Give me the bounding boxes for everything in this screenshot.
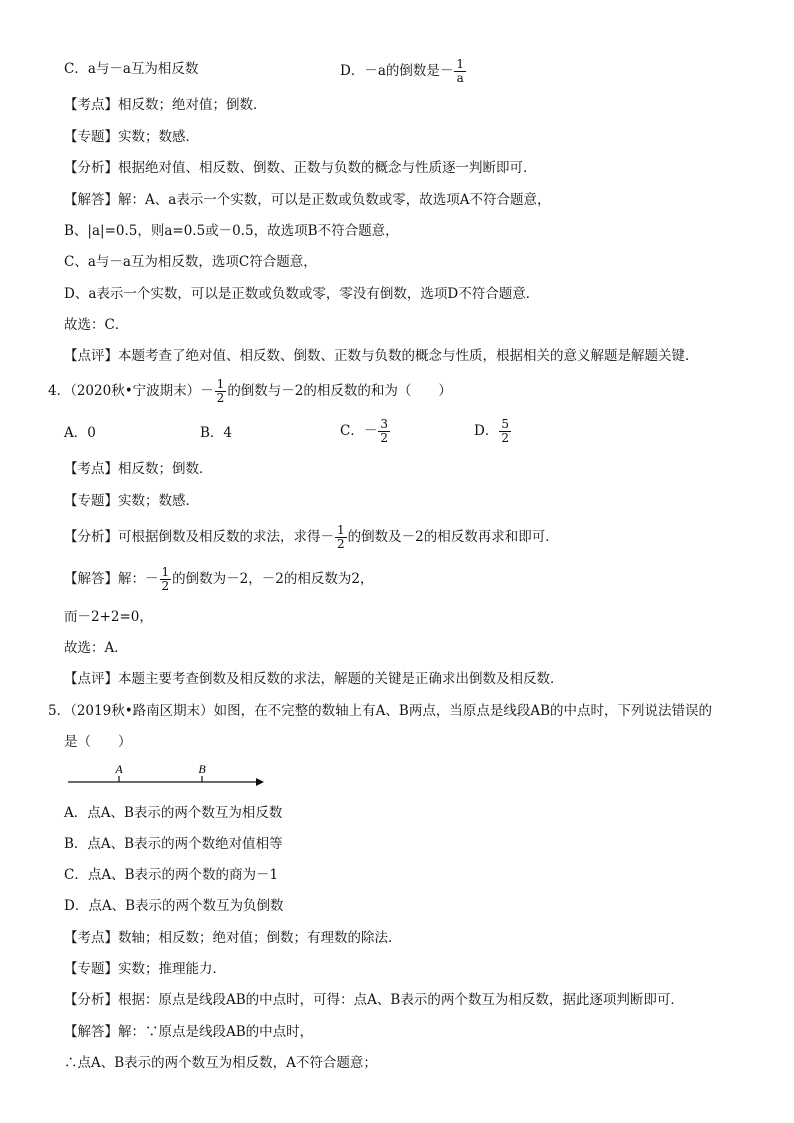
arrow-icon [256, 778, 264, 786]
q5-option-c: C．点A、B表示的两个数的商为－1 [64, 867, 279, 883]
q3-zhuanti: 【专题】实数；数感． [64, 129, 199, 145]
q3-dianping: 【点评】本题考查了绝对值、相反数、倒数、正数与负数的概念与性质，根据相关的意义解题是解题关键． [64, 348, 699, 364]
number-line-figure [64, 760, 274, 790]
q4-option-a: A．0 [64, 425, 96, 441]
q5-kaodian: 【考点】数轴；相反数；绝对值；倒数；有理数的除法． [64, 930, 402, 946]
q3-guxuan: 故选：C． [64, 317, 129, 333]
q3-jieda-4: D、a表示一个实数，可以是正数或负数或零，零没有倒数，选项D不符合题意． [64, 286, 540, 302]
q4-stem: 4．（2020秋•宁波期末）－ $\frac{1}{2}$ 的倒数与－2的相反数的和为（ ） [48, 377, 452, 405]
q3-jieda-1: 【解答】解：A、a表示一个实数，可以是正数或负数或零，故选项A不符合题意， [64, 192, 551, 208]
q4-zhuanti: 【专题】实数；数感． [64, 493, 199, 509]
q4-jieda-1: 【解答】解：－ $\frac{1}{2}$ 的倒数为－2，－2的相反数为2， [64, 565, 374, 593]
q3-fenxi: 【分析】根据绝对值、相反数、倒数、正数与负数的概念与性质逐一判断即可． [64, 160, 537, 176]
q5-option-d: D．点A、B表示的两个数互为负倒数 [64, 898, 284, 914]
q3-jieda-2: B、|a|=0.5，则a=0.5或－0.5，故选项B不符合题意， [64, 223, 399, 239]
q4-fenxi: 【分析】可根据倒数及相反数的求法，求得－ $\frac{1}{2}$ 的倒数及－2的相反数再求和即可． [64, 523, 559, 551]
fraction: $\frac{1}{2}$ [216, 377, 225, 405]
q5-stem-1: 5．（2019秋•路南区期末）如图，在不完整的数轴上有A、B两点，当原点是线段AB的中点时，下列说法错误的 [48, 703, 712, 719]
q5-option-a: A．点A、B表示的两个数互为相反数 [64, 805, 283, 821]
q4-option-c: C．－ $\frac{3}{2}$ [340, 417, 388, 445]
q3-option-c: C．a与－a互为相反数 [64, 61, 199, 77]
q3-jieda-3: C、a与－a互为相反数，选项C符合题意， [64, 254, 317, 270]
fraction: $\frac{3}{2}$ [380, 417, 388, 445]
q3-option-d [340, 58, 467, 85]
q5-fenxi: 【分析】根据：原点是线段AB的中点时，可得：点A、B表示的两个数互为相反数，据此逐项判断即可． [64, 992, 684, 1008]
fraction: $\frac{5}{2}$ [501, 417, 509, 445]
q3-option-d-text: D．－a的倒数是－ [340, 63, 454, 79]
q5-jieda-1: 【解答】解：∵原点是线段AB的中点时， [64, 1024, 314, 1040]
fraction: $\frac{1}{2}$ [161, 565, 170, 593]
q4-option-b: B．4 [200, 425, 233, 441]
label-b: B [198, 762, 206, 776]
label-a: A [115, 762, 123, 776]
q4-dianping: 【点评】本题主要考查倒数及相反数的求法，解题的关键是正确求出倒数及相反数． [64, 671, 564, 687]
q4-option-d: D． $\frac{5}{2}$ [474, 417, 509, 445]
q3-kaodian: 【考点】相反数；绝对值；倒数． [64, 97, 267, 113]
fraction: $\frac{1}{a}$ [456, 57, 465, 85]
q5-zhuanti: 【专题】实数；推理能力． [64, 961, 226, 977]
q4-guxuan: 故选：A． [64, 640, 128, 656]
fraction: $\frac{1}{2}$ [337, 523, 345, 551]
q4-jieda-2: 而－2+2=0， [64, 609, 153, 625]
q5-jieda-2: ∴点A、B表示的两个数互为相反数，A不符合题意； [64, 1055, 377, 1071]
q5-stem-2: 是（ ） [64, 734, 132, 750]
q4-kaodian: 【考点】相反数；倒数． [64, 461, 213, 477]
q5-option-b: B．点A、B表示的两个数绝对值相等 [64, 836, 283, 852]
